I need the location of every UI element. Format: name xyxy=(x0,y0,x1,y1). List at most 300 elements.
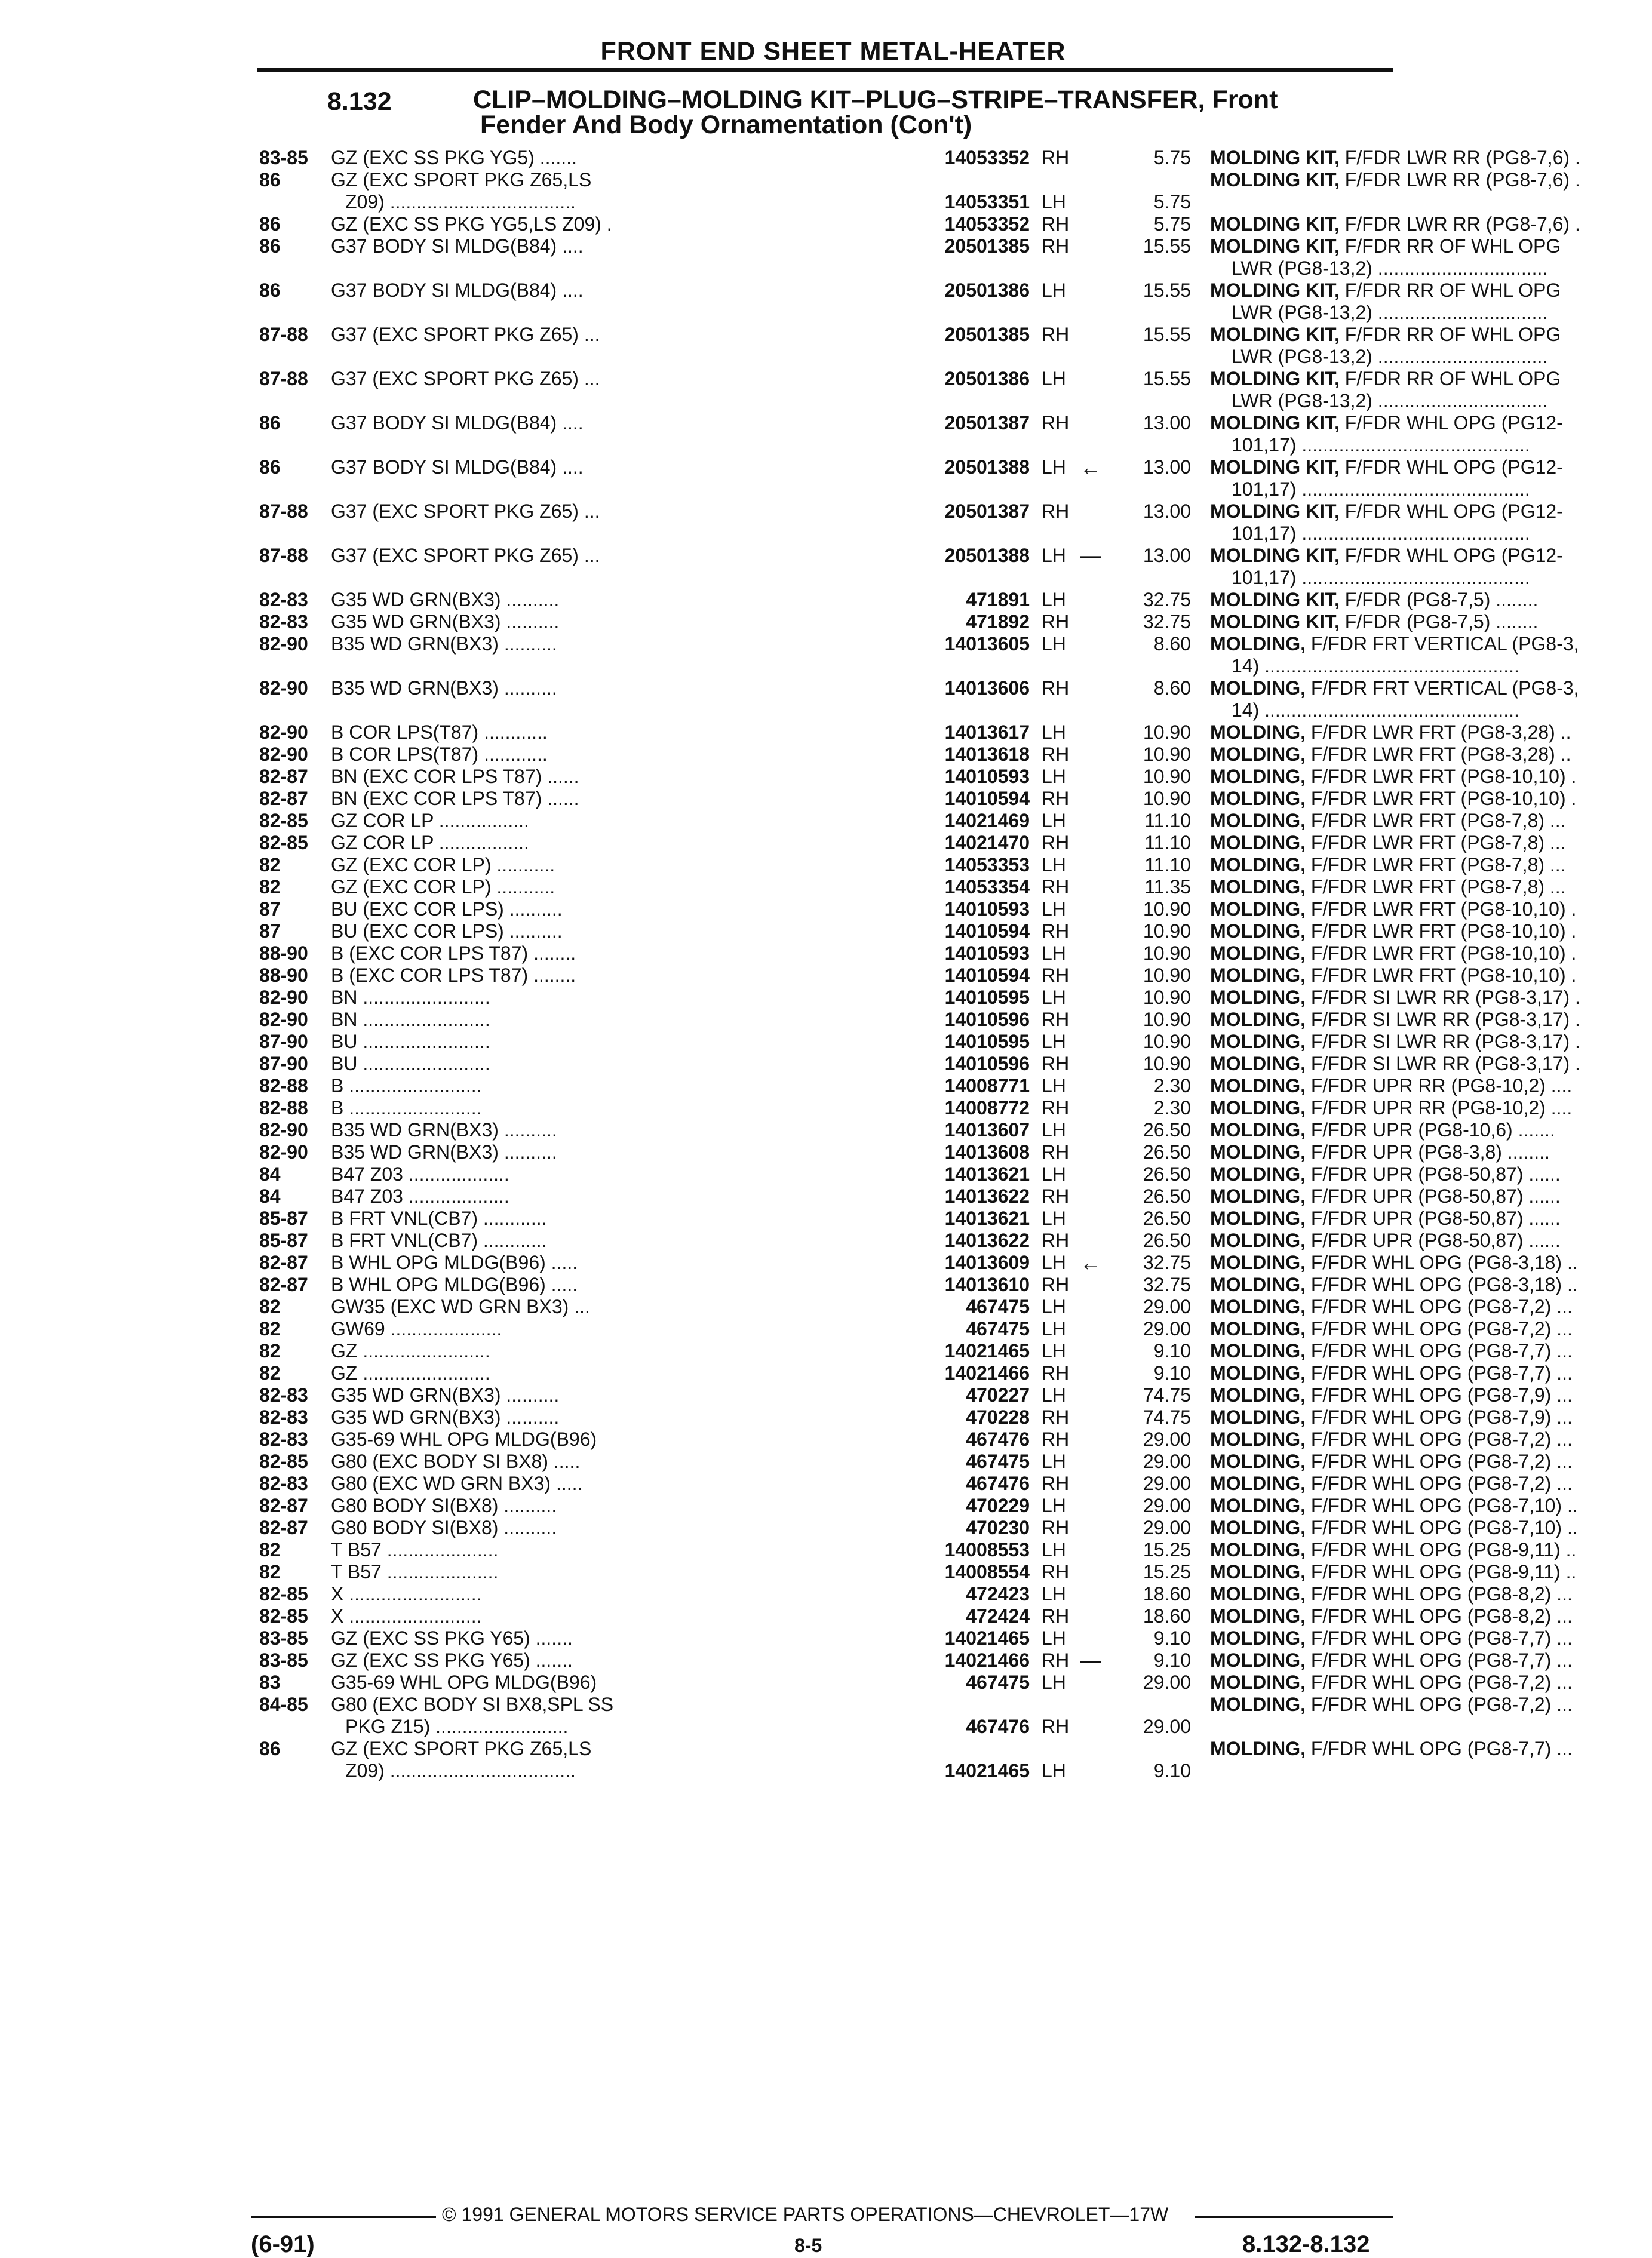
row-part-number: 470228 xyxy=(785,1406,1030,1428)
row-part-name xyxy=(1210,964,1652,987)
row-years: 87-88 xyxy=(259,545,308,566)
row-part-name-bold: MOLDING, xyxy=(1210,1163,1306,1185)
row-side: LH xyxy=(1042,545,1066,566)
row-part-name-line2: 101,17) ........................................... xyxy=(1232,523,1530,544)
row-description-line1: GZ (EXC SS PKG YG5,LS Z09) . xyxy=(331,213,612,235)
table-row xyxy=(259,942,1577,964)
row-years: 82-83 xyxy=(259,589,308,610)
row-years: 82-87 xyxy=(259,766,308,787)
row-part-name-bold: MOLDING, xyxy=(1210,1495,1306,1516)
row-part-name xyxy=(1210,1627,1652,1649)
row-part-name-bold: MOLDING KIT, xyxy=(1210,169,1340,191)
row-side: RH xyxy=(1042,1649,1070,1671)
row-description-line1: GZ (EXC COR LP) ........... xyxy=(331,876,555,898)
row-years: 82-90 xyxy=(259,677,308,699)
row-part-name-bold: MOLDING, xyxy=(1210,1230,1306,1251)
table-row xyxy=(259,964,1577,987)
row-side: LH xyxy=(1042,279,1066,301)
row-part-name-bold: MOLDING, xyxy=(1210,766,1306,787)
row-part-name-line1: F/FDR RR OF WHL OPG xyxy=(1339,235,1561,257)
row-part-name-line1: F/FDR WHL OPG (PG12- xyxy=(1339,412,1563,434)
row-part-number: 14010595 xyxy=(785,987,1030,1009)
row-part-name-line1: F/FDR LWR FRT (PG8-7,8) ... xyxy=(1305,832,1566,853)
row-part-name-line1: F/FDR UPR RR (PG8-10,2) .... xyxy=(1305,1097,1573,1119)
row-years: 82-85 xyxy=(259,1583,308,1605)
row-part-name xyxy=(1210,545,1652,589)
footer-rule-right xyxy=(1195,2216,1393,2218)
row-price: 29.00 xyxy=(1143,1428,1191,1450)
row-part-name-line1: F/FDR WHL OPG (PG8-7,2) ... xyxy=(1305,1296,1573,1317)
row-part-name-line1: F/FDR LWR FRT (PG8-3,28) .. xyxy=(1305,744,1571,765)
row-part-name-line1: F/FDR WHL OPG (PG8-3,18) .. xyxy=(1305,1252,1578,1273)
row-part-name-line1: F/FDR WHL OPG (PG8-7,2) ... xyxy=(1305,1694,1573,1715)
row-price: 26.50 xyxy=(1143,1185,1191,1207)
row-part-number: 20501388 xyxy=(785,545,1030,567)
row-price: 18.60 xyxy=(1143,1605,1191,1627)
row-years: 82-85 xyxy=(259,810,308,831)
row-description-line1: BN (EXC COR LPS T87) ...... xyxy=(331,788,579,809)
row-price: 18.60 xyxy=(1143,1583,1191,1605)
row-part-name xyxy=(1210,987,1652,1009)
row-years: 82 xyxy=(259,1318,281,1340)
row-part-name xyxy=(1210,1649,1652,1672)
row-part-number: 467475 xyxy=(785,1672,1030,1694)
row-part-name-line2: LWR (PG8-13,2) ................................ xyxy=(1232,346,1548,367)
row-side: LH xyxy=(1042,721,1066,743)
row-part-name-bold: MOLDING, xyxy=(1210,1274,1306,1295)
row-side: RH xyxy=(1042,1517,1070,1538)
row-description-line1: G35-69 WHL OPG MLDG(B96) xyxy=(331,1672,597,1693)
row-description-line1: GZ ........................ xyxy=(331,1362,490,1384)
table-row xyxy=(259,1009,1580,1031)
row-price: 9.10 xyxy=(1153,1649,1191,1671)
row-part-number: 14010595 xyxy=(785,1031,1030,1053)
row-part-name-line1: F/FDR SI LWR RR (PG8-3,17) . xyxy=(1305,1053,1580,1074)
row-part-name-line1: F/FDR SI LWR RR (PG8-3,17) . xyxy=(1305,1009,1580,1030)
row-description-line1: B ......................... xyxy=(331,1097,482,1119)
row-description-line1: GW69 ..................... xyxy=(331,1318,502,1340)
row-price: 29.00 xyxy=(1143,1451,1191,1472)
row-price: 2.30 xyxy=(1153,1097,1191,1119)
table-row xyxy=(259,788,1577,810)
row-description-line1: G37 BODY SI MLDG(B84) .... xyxy=(331,412,584,434)
row-part-name-line1: F/FDR WHL OPG (PG8-7,7) ... xyxy=(1305,1340,1573,1362)
row-side: LH xyxy=(1042,368,1066,389)
row-description-line1: B35 WD GRN(BX3) .......... xyxy=(331,1141,557,1163)
row-years: 82-83 xyxy=(259,1473,308,1494)
row-part-name xyxy=(1210,1119,1652,1141)
row-part-number: 14021465 xyxy=(785,1760,1030,1782)
row-side: RH xyxy=(1042,500,1070,522)
row-part-name-line1: F/FDR WHL OPG (PG8-3,18) .. xyxy=(1305,1274,1578,1295)
row-description-line1: G37 BODY SI MLDG(B84) .... xyxy=(331,279,584,301)
row-part-name-bold: MOLDING, xyxy=(1210,1119,1306,1141)
row-part-name-line1: F/FDR LWR FRT (PG8-7,8) ... xyxy=(1305,876,1566,898)
row-part-number: 14013621 xyxy=(785,1163,1030,1185)
row-part-number: 14010593 xyxy=(785,898,1030,920)
row-part-number: 14021466 xyxy=(785,1362,1030,1384)
row-part-name xyxy=(1210,1274,1652,1296)
row-part-name xyxy=(1210,279,1652,324)
row-side: LH xyxy=(1042,987,1066,1008)
row-part-number: 470227 xyxy=(785,1384,1030,1406)
row-years: 82-90 xyxy=(259,744,308,765)
row-description-line1: B35 WD GRN(BX3) .......... xyxy=(331,1119,557,1141)
row-part-number: 14013622 xyxy=(785,1230,1030,1252)
row-part-number: 471892 xyxy=(785,611,1030,633)
row-part-number: 14021469 xyxy=(785,810,1030,832)
row-side: LH xyxy=(1042,854,1066,875)
row-part-name-line1: F/FDR WHL OPG (PG8-7,9) ... xyxy=(1305,1406,1573,1428)
row-price: 10.90 xyxy=(1143,766,1191,787)
row-side: RH xyxy=(1042,324,1070,345)
row-part-name-line1: F/FDR RR OF WHL OPG xyxy=(1339,368,1561,389)
row-part-number: 20501386 xyxy=(785,368,1030,390)
row-description-line1: BU (EXC COR LPS) .......... xyxy=(331,920,563,942)
row-side: LH xyxy=(1042,1627,1066,1649)
row-part-number: 14010593 xyxy=(785,766,1030,788)
row-part-name-line1: F/FDR FRT VERTICAL (PG8-3, xyxy=(1305,633,1579,655)
row-part-name xyxy=(1210,876,1652,898)
row-part-number: 471891 xyxy=(785,589,1030,611)
row-description-line1: B WHL OPG MLDG(B96) ..... xyxy=(331,1274,578,1295)
row-side: RH xyxy=(1042,1185,1070,1207)
row-part-number: 14013617 xyxy=(785,721,1030,744)
row-description-line1: G37 BODY SI MLDG(B84) .... xyxy=(331,456,584,478)
row-part-name xyxy=(1210,1097,1652,1119)
row-price: 11.35 xyxy=(1144,876,1191,898)
table-row xyxy=(259,1627,1573,1649)
row-side: RH xyxy=(1042,788,1070,809)
row-side: LH xyxy=(1042,1495,1066,1516)
row-price: 29.00 xyxy=(1143,1473,1191,1494)
row-years: 82 xyxy=(259,1362,281,1384)
row-side: RH xyxy=(1042,412,1070,434)
row-part-name-bold: MOLDING KIT, xyxy=(1210,412,1340,434)
row-side: LH xyxy=(1042,766,1066,787)
row-description-line1: G80 BODY SI(BX8) .......... xyxy=(331,1495,557,1516)
row-side: RH xyxy=(1042,1473,1070,1494)
table-row xyxy=(259,169,1580,213)
footer-copyright: © 1991 GENERAL MOTORS SERVICE PARTS OPERATIONS—CHEVROLET—17W xyxy=(442,2204,1169,2225)
row-side: RH xyxy=(1042,611,1070,632)
table-row xyxy=(259,213,1580,235)
row-side: RH xyxy=(1042,1561,1070,1583)
table-row xyxy=(259,1119,1555,1141)
row-part-name-bold: MOLDING, xyxy=(1210,942,1306,964)
row-part-name-bold: MOLDING, xyxy=(1210,898,1306,920)
row-part-name xyxy=(1210,169,1652,191)
row-price: 26.50 xyxy=(1143,1230,1191,1251)
row-part-name-line1: F/FDR WHL OPG (PG12- xyxy=(1339,545,1563,566)
row-price: 15.25 xyxy=(1143,1539,1191,1560)
row-part-name xyxy=(1210,500,1652,545)
row-part-name-line1: F/FDR WHL OPG (PG8-7,9) ... xyxy=(1305,1384,1573,1406)
row-part-name-bold: MOLDING, xyxy=(1210,1208,1306,1229)
row-years: 83-85 xyxy=(259,1627,308,1649)
row-part-number: 14021465 xyxy=(785,1627,1030,1649)
row-description-line1: G37 BODY SI MLDG(B84) .... xyxy=(331,235,584,257)
table-row xyxy=(259,1451,1573,1473)
row-description-line1: GZ ........................ xyxy=(331,1340,490,1362)
row-years: 82-88 xyxy=(259,1097,308,1119)
row-part-number: 20501385 xyxy=(785,324,1030,346)
row-part-name-line1: F/FDR WHL OPG (PG12- xyxy=(1339,456,1563,478)
row-years: 85-87 xyxy=(259,1208,308,1229)
table-row xyxy=(259,279,1561,324)
row-description-line1: B FRT VNL(CB7) ............ xyxy=(331,1230,547,1251)
row-description-line1: B47 Z03 ................... xyxy=(331,1163,509,1185)
row-part-name-line1: F/FDR WHL OPG (PG8-9,11) .. xyxy=(1305,1561,1577,1583)
row-part-name xyxy=(1210,1451,1652,1473)
row-part-name xyxy=(1210,412,1652,456)
row-description-line1: GZ (EXC SS PKG Y65) ....... xyxy=(331,1649,573,1671)
row-part-name-line1: F/FDR LWR FRT (PG8-3,28) .. xyxy=(1305,721,1571,743)
row-part-name-bold: MOLDING, xyxy=(1210,1517,1306,1538)
row-part-name-line1: F/FDR LWR RR (PG8-7,6) . xyxy=(1339,169,1580,191)
row-part-name xyxy=(1210,324,1652,368)
row-part-number: 14053354 xyxy=(785,876,1030,898)
section-number: 8.132 xyxy=(327,87,392,116)
table-row xyxy=(259,1141,1550,1163)
row-description-line1: GZ COR LP ................. xyxy=(331,832,529,853)
table-row xyxy=(259,1230,1561,1252)
row-side: LH xyxy=(1042,191,1066,213)
row-price: 15.55 xyxy=(1143,279,1191,301)
row-years: 86 xyxy=(259,279,281,301)
row-side: RH xyxy=(1042,920,1070,942)
row-side: LH xyxy=(1042,942,1066,964)
row-part-number: 14013606 xyxy=(785,677,1030,699)
row-side: LH xyxy=(1042,1583,1066,1605)
row-part-name-bold: MOLDING, xyxy=(1210,1384,1306,1406)
row-side: LH xyxy=(1042,898,1066,920)
row-description-line1: BN (EXC COR LPS T87) ...... xyxy=(331,766,579,787)
row-years: 82 xyxy=(259,854,281,875)
row-price: 5.75 xyxy=(1153,191,1191,213)
row-part-name-bold: MOLDING KIT, xyxy=(1210,147,1340,168)
row-part-number: 472424 xyxy=(785,1605,1030,1627)
row-part-name xyxy=(1210,1473,1652,1495)
table-row xyxy=(259,1428,1573,1451)
row-price: 13.00 xyxy=(1143,500,1191,522)
row-description-line1: BU ........................ xyxy=(331,1053,490,1074)
row-part-name-bold: MOLDING, xyxy=(1210,1583,1306,1605)
row-years: 84 xyxy=(259,1163,281,1185)
row-part-name-bold: MOLDING KIT, xyxy=(1210,279,1340,301)
row-price: 9.10 xyxy=(1153,1340,1191,1362)
row-years: 88-90 xyxy=(259,942,308,964)
table-row xyxy=(259,832,1566,854)
row-price: 10.90 xyxy=(1143,1053,1191,1074)
row-description-line2: Z09) ................................... xyxy=(345,1760,576,1781)
row-price: 9.10 xyxy=(1153,1362,1191,1384)
row-part-name-bold: MOLDING KIT, xyxy=(1210,324,1340,345)
row-part-name xyxy=(1210,1428,1652,1451)
row-side: LH xyxy=(1042,1539,1066,1560)
row-description-line1: GZ (EXC SPORT PKG Z65,LS xyxy=(331,169,592,191)
row-part-name-line2: 14) ................................................ xyxy=(1232,655,1519,677)
row-part-name-bold: MOLDING KIT, xyxy=(1210,545,1340,566)
row-description-line1: G80 BODY SI(BX8) .......... xyxy=(331,1517,557,1538)
row-price: 15.55 xyxy=(1143,235,1191,257)
row-part-name-bold: MOLDING, xyxy=(1210,987,1306,1008)
row-part-name-line1: F/FDR SI LWR RR (PG8-3,17) . xyxy=(1305,1031,1580,1052)
row-part-name-line1: F/FDR WHL OPG (PG8-9,11) .. xyxy=(1305,1539,1577,1560)
row-part-number: 472423 xyxy=(785,1583,1030,1605)
row-part-number: 14013609 xyxy=(785,1252,1030,1274)
row-price: 5.75 xyxy=(1153,147,1191,168)
row-side: RH xyxy=(1042,1053,1070,1074)
row-part-name-line2: LWR (PG8-13,2) ................................ xyxy=(1232,302,1548,323)
row-part-name xyxy=(1210,235,1652,279)
row-side: LH xyxy=(1042,810,1066,831)
row-part-name-bold: MOLDING, xyxy=(1210,721,1306,743)
row-side: RH xyxy=(1042,744,1070,765)
row-description-line1: B (EXC COR LPS T87) ........ xyxy=(331,942,576,964)
row-price: 26.50 xyxy=(1143,1141,1191,1163)
row-years: 82-87 xyxy=(259,788,308,809)
row-price: 9.10 xyxy=(1153,1760,1191,1781)
row-part-name-line1: F/FDR LWR FRT (PG8-10,10) . xyxy=(1305,942,1577,964)
row-part-number: 14053352 xyxy=(785,147,1030,169)
row-part-number: 14053351 xyxy=(785,191,1030,213)
row-part-name-line2: 101,17) ........................................... xyxy=(1232,434,1530,456)
table-row xyxy=(259,721,1571,744)
row-description-line1: BU (EXC COR LPS) .......... xyxy=(331,898,563,920)
row-years: 82 xyxy=(259,1561,281,1583)
row-part-name xyxy=(1210,1185,1652,1208)
row-arrow-icon: — xyxy=(1080,543,1101,568)
row-part-name-bold: MOLDING KIT, xyxy=(1210,368,1340,389)
row-years: 84-85 xyxy=(259,1694,308,1715)
row-years: 86 xyxy=(259,213,281,235)
row-part-name-line1: F/FDR WHL OPG (PG8-7,2) ... xyxy=(1305,1451,1573,1472)
row-side: LH xyxy=(1042,1119,1066,1141)
row-price: 10.90 xyxy=(1143,744,1191,765)
row-part-name xyxy=(1210,1053,1652,1075)
row-part-name-bold: MOLDING, xyxy=(1210,1097,1306,1119)
row-part-name-bold: MOLDING KIT, xyxy=(1210,235,1340,257)
table-row xyxy=(259,1053,1580,1075)
row-description-line1: BN ........................ xyxy=(331,1009,490,1030)
row-part-number: 14013605 xyxy=(785,633,1030,655)
row-part-number: 14021470 xyxy=(785,832,1030,854)
row-part-number: 14053353 xyxy=(785,854,1030,876)
row-part-name xyxy=(1210,1252,1652,1274)
row-price: 32.75 xyxy=(1143,1252,1191,1273)
table-row xyxy=(259,1031,1580,1053)
row-side: RH xyxy=(1042,147,1070,168)
row-part-name xyxy=(1210,810,1652,832)
row-description-line1: B COR LPS(T87) ............ xyxy=(331,721,548,743)
row-price: 11.10 xyxy=(1144,810,1191,831)
row-description-line1: GW35 (EXC WD GRN BX3) ... xyxy=(331,1296,590,1317)
row-description-line1: B35 WD GRN(BX3) .......... xyxy=(331,633,557,655)
row-part-name-bold: MOLDING, xyxy=(1210,1340,1306,1362)
row-side: RH xyxy=(1042,1274,1070,1295)
row-part-name-bold: MOLDING, xyxy=(1210,633,1306,655)
row-part-name-line1: F/FDR WHL OPG (PG8-7,2) ... xyxy=(1305,1318,1573,1340)
row-part-name xyxy=(1210,832,1652,854)
row-part-name-bold: MOLDING, xyxy=(1210,920,1306,942)
row-part-name xyxy=(1210,677,1652,721)
row-part-number: 14013622 xyxy=(785,1185,1030,1208)
table-row xyxy=(259,1362,1573,1384)
row-part-name xyxy=(1210,766,1652,788)
row-part-name xyxy=(1210,1495,1652,1517)
row-part-number: 14008554 xyxy=(785,1561,1030,1583)
row-part-number: 467475 xyxy=(785,1318,1030,1340)
row-description-line1: BN ........................ xyxy=(331,987,490,1008)
row-price: 29.00 xyxy=(1143,1672,1191,1693)
row-part-name-line1: F/FDR LWR FRT (PG8-10,10) . xyxy=(1305,964,1577,986)
row-price: 10.90 xyxy=(1143,920,1191,942)
row-part-name-line1: F/FDR WHL OPG (PG8-7,10) .. xyxy=(1305,1495,1578,1516)
row-price: 29.00 xyxy=(1143,1296,1191,1317)
row-price: 11.10 xyxy=(1144,854,1191,875)
row-side: LH xyxy=(1042,1075,1066,1096)
row-part-name-bold: MOLDING, xyxy=(1210,964,1306,986)
footer-section-range: 8.132-8.132 xyxy=(1242,2231,1370,2257)
table-row xyxy=(259,147,1580,169)
row-description-line2: PKG Z15) ......................... xyxy=(345,1716,569,1737)
row-price: 15.55 xyxy=(1143,368,1191,389)
row-part-name-line2: LWR (PG8-13,2) ................................ xyxy=(1232,390,1548,411)
footer-date: (6-91) xyxy=(251,2231,315,2257)
row-years: 87-90 xyxy=(259,1053,308,1074)
row-side: LH xyxy=(1042,1340,1066,1362)
table-row xyxy=(259,611,1539,633)
row-years: 82-85 xyxy=(259,1451,308,1472)
row-part-number: 14008772 xyxy=(785,1097,1030,1119)
row-side: LH xyxy=(1042,1672,1066,1693)
row-part-name-bold: MOLDING, xyxy=(1210,1252,1306,1273)
row-description-line1: B (EXC COR LPS T87) ........ xyxy=(331,964,576,986)
row-years: 82-83 xyxy=(259,611,308,632)
row-part-name xyxy=(1210,1230,1652,1252)
row-part-name-bold: MOLDING KIT, xyxy=(1210,456,1340,478)
row-description-line2: Z09) ................................... xyxy=(345,191,576,213)
row-arrow-icon: ← xyxy=(1080,1251,1101,1275)
row-part-name-line1: F/FDR LWR FRT (PG8-10,10) . xyxy=(1305,920,1577,942)
row-part-name-line1: F/FDR UPR (PG8-50,87) ...... xyxy=(1305,1208,1561,1229)
row-description-line1: G37 (EXC SPORT PKG Z65) ... xyxy=(331,545,600,566)
row-part-name xyxy=(1210,1406,1652,1428)
table-row xyxy=(259,1406,1573,1428)
row-part-name xyxy=(1210,1075,1652,1097)
table-row xyxy=(259,854,1566,876)
row-years: 82-90 xyxy=(259,721,308,743)
row-price: 13.00 xyxy=(1143,456,1191,478)
row-part-name-line1: F/FDR UPR (PG8-50,87) ...... xyxy=(1305,1185,1561,1207)
row-part-name xyxy=(1210,1517,1652,1539)
row-part-number: 470229 xyxy=(785,1495,1030,1517)
row-part-name-line1: F/FDR WHL OPG (PG8-8,2) ... xyxy=(1305,1605,1573,1627)
row-description-line1: GZ (EXC SS PKG YG5) ....... xyxy=(331,147,577,168)
row-years: 82-90 xyxy=(259,1009,308,1030)
row-side: LH xyxy=(1042,1318,1066,1340)
row-part-name-bold: MOLDING KIT, xyxy=(1210,589,1340,610)
row-description-line1: G80 (EXC BODY SI BX8,SPL SS xyxy=(331,1694,614,1715)
row-price: 29.00 xyxy=(1143,1495,1191,1516)
row-description-line1: GZ (EXC SPORT PKG Z65,LS xyxy=(331,1738,592,1759)
table-row xyxy=(259,1473,1573,1495)
row-part-name-bold: MOLDING, xyxy=(1210,810,1306,831)
row-description-line1: B WHL OPG MLDG(B96) ..... xyxy=(331,1252,578,1273)
row-description-line1: GZ (EXC COR LP) ........... xyxy=(331,854,555,875)
row-part-name-line1: F/FDR WHL OPG (PG8-7,7) ... xyxy=(1305,1627,1573,1649)
